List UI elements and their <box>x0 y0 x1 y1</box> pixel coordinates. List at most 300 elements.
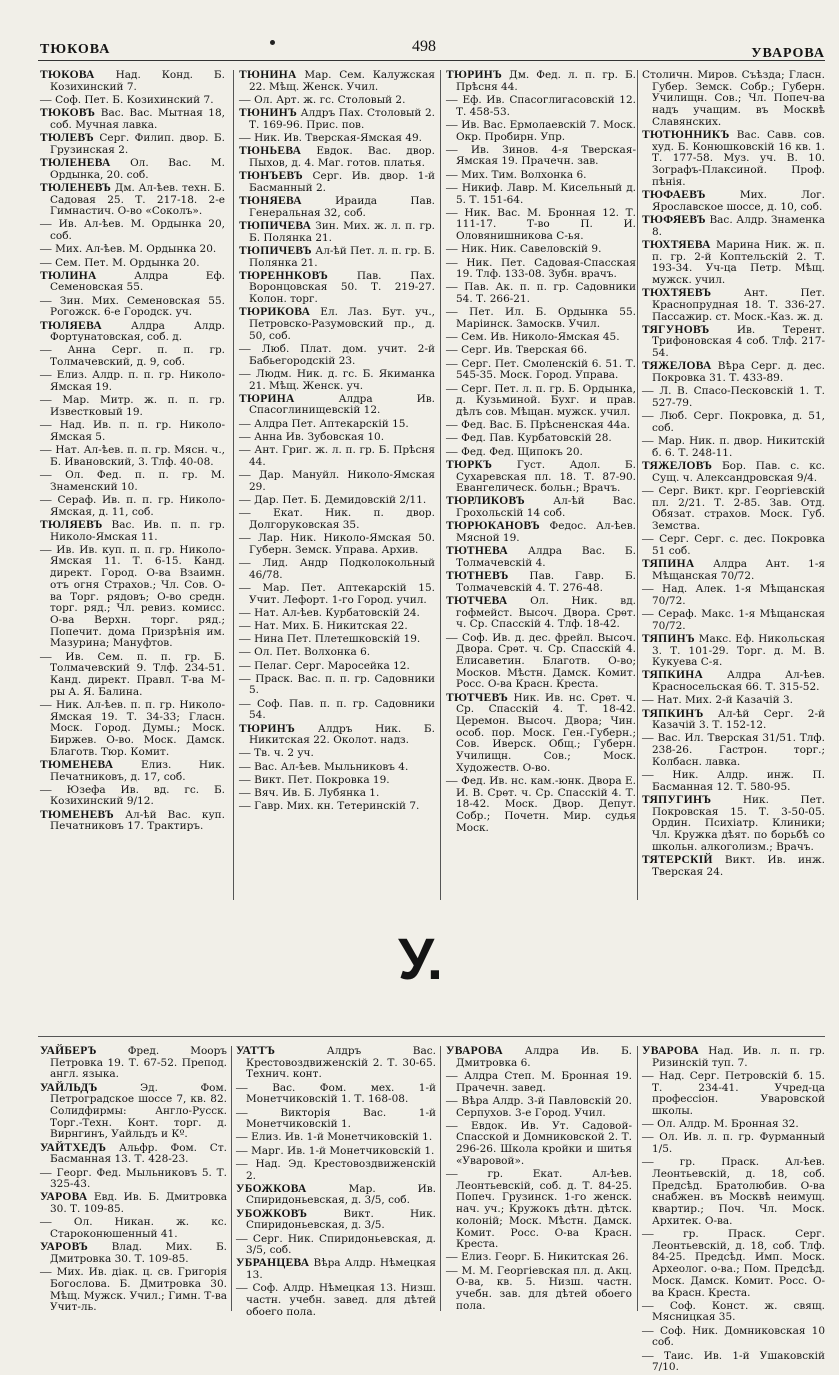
directory-entry <box>40 296 225 319</box>
directory-entry <box>642 361 825 384</box>
directory-entry <box>236 1234 436 1257</box>
directory-entry <box>642 584 825 607</box>
entry-surname: — <box>446 432 458 445</box>
directory-entry <box>236 1083 436 1106</box>
entry-details: Над. Конд. Б. Козихинский 7. <box>50 69 225 93</box>
entry-surname: — <box>239 556 251 569</box>
directory-entry <box>446 208 636 243</box>
entry-surname: — <box>642 1069 654 1082</box>
entry-details: Серг. Пет. Смоленскій 6. 51. Т. 545-35. Моск. Город. Управа. <box>456 357 636 382</box>
entry-details: Вяч. Ив. Б. Лубянка 1. <box>250 787 380 800</box>
entry-details: Никиф. Лавр. М. Кисельный д. 5. Т. 151-64. <box>456 181 636 206</box>
directory-entry <box>446 345 636 357</box>
directory-entry <box>642 709 825 732</box>
directory-entry <box>239 558 435 581</box>
entry-details: Ник. Ал-ѣев. п. п. гр. Николо-Ямская 19. Т. 34-33; Гласн. Моск. Город. Думы.; Моск. Биржев. О-во. Моск. Дамск. Благотв. Тюр. Комит. <box>50 698 225 758</box>
entry-surname: ТЮРИКОВА <box>239 306 311 319</box>
directory-entry <box>446 420 636 432</box>
entry-surname: — <box>40 344 52 357</box>
entry-details: Серг. Ник. Спиридоньевская, д. 3/5, соб. <box>246 1232 436 1257</box>
entry-surname: УАРОВА <box>40 1191 88 1204</box>
entry-surname: — <box>446 1094 458 1107</box>
entry-surname: — <box>40 493 52 506</box>
entry-details: Дм. Ал-ѣев. техн. Б. Садовая 25. Т. 217-18. 2-е Гимнастич. О-во «Соколъ». <box>50 181 225 218</box>
entry-surname: — <box>239 659 251 672</box>
entry-details: Бор. Пав. с. кс. Сущ. ч. Александровская 9/4. <box>652 460 825 484</box>
directory-entry <box>446 95 636 118</box>
entry-surname: — <box>642 410 654 423</box>
entry-surname: — <box>239 367 251 380</box>
entry-details: Мар. Пет. Аптекарскій 15. Учит. Лефорт. 1-го Город. учил. <box>249 581 435 606</box>
entry-details: Тв. ч. 2 уч. <box>250 747 314 760</box>
directory-entry <box>40 1143 227 1166</box>
entry-surname: — <box>236 1144 248 1157</box>
entry-details: Фред. Мооръ Петровка 19. Т. 67-52. Препод. англ. языка. <box>50 1045 227 1081</box>
entry-surname: ТЯЖЕЛОВЪ <box>642 460 713 472</box>
entry-details: Ник. Пет. Садовая-Спасская 19. Тлф. 133-08. Зубн. врачъ. <box>456 256 636 281</box>
entry-surname: ТЮНЯЕВА <box>239 195 302 208</box>
entry-surname: ТЮТЮННИКЪ <box>642 129 730 142</box>
directory-entry <box>642 240 825 287</box>
entry-surname: — <box>642 533 654 546</box>
entry-details: Алдра Ив. Б. Дмитровка 6. <box>456 1045 632 1069</box>
entry-surname: ТЮФЯЕВЪ <box>642 213 706 226</box>
entry-details: Нат. Мих. Б. Никитская 22. <box>250 619 408 632</box>
entry-details: Людм. Ник. д. гс. Б. Якиманка 21. Мѣщ. Женск. уч. <box>249 367 435 392</box>
entry-details: Люб. Серг. Покровка, д. 51, соб. <box>652 410 825 434</box>
directory-entry <box>642 1301 825 1324</box>
directory-entry <box>40 158 225 181</box>
entry-details: Вѣра Алдр. 3-й Павловскій 20. Серпухов. 3-е Город. Учил. <box>456 1094 632 1119</box>
entry-surname: — <box>236 1157 248 1170</box>
entry-details: Алдра Ант. 1-я Мѣщанская 70/72. <box>652 558 825 582</box>
entry-surname: — <box>239 760 251 773</box>
directory-entry <box>446 384 636 419</box>
directory-entry <box>239 133 435 145</box>
header-rule <box>38 60 825 61</box>
column-b2 <box>236 1046 436 1320</box>
section-letter: У. <box>398 927 443 992</box>
entry-details: Вѣра Алдр. Нѣмецкая 13. <box>246 1257 436 1282</box>
directory-entry <box>446 145 636 168</box>
entry-details: Викт. Пет. Покровка 19. <box>250 773 390 786</box>
entry-surname: — <box>40 469 52 481</box>
entry-details: Ив. Вас. Ермолаевскій 7. Моск. Окр. Пробирн. Упр. <box>456 118 636 143</box>
entry-details: Мар. Ив. Спиридоньевская, д. 3/5, соб. <box>246 1182 436 1207</box>
entry-details: Серг. Ив. двор. 1-й Басманный 2. <box>249 170 435 194</box>
entry-surname: — <box>642 694 654 707</box>
directory-entry <box>40 1217 227 1240</box>
entry-details: Мих. Лог. Ярославское шоссе, д. 10, соб. <box>652 189 825 213</box>
entry-details: Пав. Пах. Воронцовская 50. Т. 219-27. Колон. торг. <box>249 269 435 306</box>
entry-details: Ол. Алдр. М. Бронная 32. <box>653 1118 799 1131</box>
entry-surname: — <box>642 1349 654 1362</box>
entry-details: Соф. Пет. Б. Козихинский 7. <box>51 93 214 106</box>
entry-surname: — <box>239 532 251 545</box>
entry-details: Соф. Ник. Домниковская 10 соб. <box>652 1324 825 1349</box>
entry-details: Елиз. Ник. Печатниковъ, д. 17, соб. <box>50 758 225 783</box>
entry-surname: — <box>446 344 458 357</box>
entry-surname: — <box>446 93 458 106</box>
entry-details: Еф. Ив. Спасоглигасовскій 12. Т. 458-53. <box>456 93 636 118</box>
entry-surname: ТЯПУГИНЪ <box>642 793 712 806</box>
entry-surname: — <box>446 331 458 344</box>
entry-surname: — <box>642 1118 654 1131</box>
directory-entry <box>446 447 636 459</box>
entry-surname: — <box>40 218 52 231</box>
column-divider <box>440 70 441 900</box>
column-3 <box>446 70 636 836</box>
directory-entry <box>239 674 435 697</box>
entry-surname: ТЮПИЧЕВА <box>239 219 312 232</box>
entry-surname: — <box>239 672 251 685</box>
entry-details: Густ. Адол. Б. Сухаревская пл. 18. Т. 87-90. Евангелическ. больн.; Врачъ. <box>456 458 636 495</box>
entry-surname: — <box>239 697 251 710</box>
directory-entry <box>236 1146 436 1158</box>
entry-details: Алдра Ал-ѣев. Красносельская 66. Т. 315-52. <box>652 669 825 694</box>
entry-surname: — <box>40 783 52 796</box>
entry-surname: ТЯПКИНА <box>642 669 704 682</box>
entry-details: Георг. Фед. Мыльниковъ 5. Т. 325-43. <box>50 1166 227 1191</box>
entry-details: Фед. Пав. Курбатовскій 28. <box>457 432 612 445</box>
entry-surname: ТЮЛЯЕВА <box>40 319 102 332</box>
directory-entry <box>239 748 435 760</box>
entry-surname: — <box>239 444 251 457</box>
directory-entry <box>446 282 636 305</box>
entry-surname: — <box>642 484 654 497</box>
entry-surname: — <box>446 1264 458 1277</box>
directory-entry <box>642 288 825 323</box>
directory-entry <box>40 1192 227 1215</box>
entry-details: Ал-ѣй Серг. 2-й Казачій 3. Т. 152-12. <box>652 707 825 732</box>
directory-entry <box>446 307 636 330</box>
entry-surname: — <box>239 93 251 106</box>
entry-surname: ТЮХТЯЕВА <box>642 238 711 251</box>
entry-surname: — <box>446 168 458 181</box>
entry-surname: ТЮЛИНА <box>40 269 97 282</box>
running-head <box>40 38 825 61</box>
entry-surname: ТЯПИНА <box>642 558 695 571</box>
entry-details: Зин. Мих. Семеновская 55. Рогожск. 6-е Городск. уч. <box>50 294 225 319</box>
directory-entry <box>239 621 435 633</box>
entry-details: Серг. Викт. крг. Георгіевскій пл. 2/21. Т. 2-85. Зав. Отд. Обязат. страхов. Моск. Губ. Земства. <box>652 484 825 533</box>
entry-surname: — <box>239 507 251 520</box>
entry-details: Вас. Алдр. Знаменка 8. <box>652 213 825 238</box>
entry-surname: — <box>236 1282 248 1295</box>
entry-details: Ник. Ив. нс. Срѳт. ч. Ср. Спасскій 4. Т. 18-42. Церемон. Высоч. Двора; Чин. особ. пор. Моск. Ген.-Губерн.; Сов. Иверск. Общ.; Губерн. Училищн. Сов.; Моск. Художеств. О-во. <box>456 691 636 774</box>
entry-surname: — <box>40 543 52 556</box>
directory-entry <box>239 508 435 531</box>
entry-details: Серг. Серг. с. дес. Покровка 51 соб. <box>652 533 825 557</box>
entry-details: Вас. Ил. Тверская 31/51. Тлф. 238-26. Гастрон. торг.; Колбасн. лавка. <box>652 732 825 768</box>
entry-details: Алдръ Вас. Крестовоздвиженскій 2. Т. 30-65. Технич. конт. <box>246 1045 436 1081</box>
entry-details: Ив. Зинов. 4-я Тверская-Ямская 19. Прачечн. зав. <box>456 143 636 168</box>
directory-entry <box>446 693 636 775</box>
entry-surname: ТЮНЬЕВА <box>239 145 302 158</box>
entry-surname: — <box>446 1069 458 1082</box>
directory-entry <box>236 1159 436 1182</box>
entry-details: Дм. Фед. л. п. гр. Б. Прѣсня 44. <box>456 69 636 93</box>
directory-entry <box>446 244 636 256</box>
directory-entry <box>40 370 225 393</box>
directory-entry <box>40 321 225 344</box>
entry-details: Сераф. Макс. 1-я Мѣщанская 70/72. <box>652 607 825 632</box>
entry-surname: ТЮТНЕВА <box>446 545 508 558</box>
entry-details: Ант. Григ. ж. л. п. гр. Б. Прѣсня 44. <box>249 444 435 468</box>
entry-surname: — <box>236 1106 248 1119</box>
entry-details: Мих. Тим. Волхонка 6. <box>457 168 587 181</box>
entry-surname: ТЮРИНЪ <box>239 722 296 735</box>
entry-details: Вас. Фом. мех. 1-й Монетчиковскій 1. Т. 168-08. <box>246 1081 436 1106</box>
entry-surname: — <box>446 306 458 319</box>
entry-surname: ТЮТЧЕВА <box>446 595 508 608</box>
directory-entry <box>239 369 435 392</box>
entry-details: Ник. Вас. М. Бронная 12. Т. 111-17. Т-во П. И. Оловянишникова С-ья. <box>456 206 636 243</box>
entry-surname: — <box>239 342 251 355</box>
directory-entry <box>446 170 636 182</box>
directory-entry <box>446 332 636 344</box>
entry-surname: — <box>642 1228 654 1241</box>
entry-surname: — <box>446 419 458 432</box>
directory-entry <box>239 608 435 620</box>
entry-surname: — <box>40 1166 52 1179</box>
directory-entry <box>239 762 435 774</box>
entry-details: Гавр. Мих. кн. Тетеринскій 7. <box>250 800 420 813</box>
entry-surname: — <box>446 118 458 131</box>
entry-details: гр. Праск. Ал-ѣев. Леонтьевскій, д. 18, соб. Предсѣд. Братолюбив. О-ва снабжен. въ Москвѣ неимущ. квартир.; Поч. Чл. Моск. Архитек. О-ва. <box>652 1156 825 1227</box>
entry-surname: ТЮФАЕВЪ <box>642 189 706 202</box>
directory-entry <box>642 559 825 582</box>
directory-entry <box>40 495 225 518</box>
directory-entry <box>642 609 825 632</box>
directory-entry <box>642 70 825 129</box>
entry-surname: — <box>446 445 458 458</box>
directory-entry <box>239 271 435 306</box>
entry-details: Нат. Ал-ѣев. Курбатовскій 24. <box>250 606 420 619</box>
entry-surname: — <box>642 1156 654 1169</box>
entry-details: Мар. Ник. п. двор. Никитскій б. 6. Т. 248-11. <box>652 435 825 459</box>
entry-details: Ал-ѣй Вас. Грохольскій 14 соб. <box>456 495 636 520</box>
entry-details: Ив. Ив. куп. п. п. гр. Николо-Ямская 11. Т. 6-15. Канд. директ. Город. О-ва Взаимн. отъ огня Страхов.; Чл. Сов. О-ва Торг. рядовъ; О-во средн. торг. ряд.; Чл. ревиз. комисс. О-ва Верхн. торг. ряд.; Попечит. дома Призрѣнія им. Мазурина; Мануфтов. <box>50 543 225 650</box>
entry-details: Федос. Ал-ѣев. Мясной 19. <box>456 520 636 545</box>
directory-entry <box>446 521 636 544</box>
directory-entry <box>239 70 435 93</box>
entry-details: Нат. Мих. 2-й Казачій 3. <box>653 694 793 707</box>
entry-surname: — <box>40 419 52 432</box>
directory-entry <box>40 420 225 443</box>
directory-entry <box>239 583 435 606</box>
directory-entry <box>642 1119 825 1131</box>
directory-entry <box>446 1169 632 1251</box>
entry-details: Ник. Алдр. инж. П. Басманная 12. Т. 580-95. <box>652 769 825 793</box>
entry-details: Евдок. Вас. двор. Пыхов, д. 4. Маг. готов. платья. <box>249 145 435 169</box>
directory-entry <box>642 795 825 854</box>
entry-surname: ТЮЛЕНЕВА <box>40 156 111 169</box>
directory-entry <box>239 788 435 800</box>
directory-entry <box>40 1267 227 1314</box>
entry-surname: ТЮРКЪ <box>446 458 493 471</box>
entry-details: Алдра Пет. Аптекарскій 15. <box>250 417 409 430</box>
entry-surname: УАРОВЪ <box>40 1241 89 1254</box>
directory-entry <box>236 1258 436 1281</box>
directory-entry <box>239 221 435 244</box>
directory-entry <box>446 433 636 445</box>
entry-surname: — <box>40 1216 52 1229</box>
entry-surname: — <box>239 646 251 659</box>
entry-surname: — <box>446 181 458 194</box>
entry-details: Соф. Пав. п. п. гр. Садовники 54. <box>249 697 435 722</box>
directory-entry <box>239 470 435 493</box>
entry-details: Алдра Еф. Семеновская 55. <box>50 269 225 294</box>
entry-surname: — <box>446 281 458 294</box>
directory-entry <box>236 1283 436 1318</box>
entry-details: Лар. Ник. Николо-Ямская 50. Губерн. Земск. Управа. Архив. <box>249 532 435 556</box>
directory-entry <box>40 395 225 418</box>
directory-entry <box>236 1132 436 1144</box>
directory-entry <box>40 1168 227 1191</box>
column-divider <box>440 1046 441 1311</box>
directory-entry <box>446 596 636 631</box>
directory-entry <box>642 1046 825 1069</box>
entry-details: Лид. Андр Подколокольный 46/78. <box>249 556 435 581</box>
entry-surname: ТЮРЕННКОВЪ <box>239 269 329 282</box>
directory-entry <box>642 386 825 409</box>
entry-surname: — <box>642 385 654 398</box>
directory-entry <box>236 1209 436 1232</box>
entry-details: Альфр. Фом. Ст. Басманная 13. Т. 428-23. <box>50 1141 227 1166</box>
directory-entry <box>40 258 225 270</box>
entry-surname: — <box>239 773 251 786</box>
column-4 <box>642 70 825 880</box>
entry-surname: — <box>239 747 251 760</box>
entry-surname: ТЮЛЕНЕВЪ <box>40 181 112 194</box>
directory-entry <box>642 634 825 669</box>
entry-details: Соф. Конст. ж. свящ. Мясницкая 35. <box>652 1299 825 1324</box>
entry-details: Марг. Ив. 1-й Монетчиковскій 1. <box>247 1144 435 1157</box>
entry-surname: ТЮЛЕВЪ <box>40 132 94 145</box>
column-divider <box>637 1046 638 1311</box>
entry-details: Серг. Ив. Тверская 66. <box>457 344 588 357</box>
entry-details: Вас. Савв. сов. худ. Б. Конюшковскій 16 кв. 1. Т. 177-58. Муз. уч. В. 10. Зографъ-Плаксиной. Проф. пѣнія. <box>652 129 825 188</box>
directory-entry <box>642 695 825 707</box>
entry-surname: — <box>40 698 52 711</box>
directory-entry <box>239 432 435 444</box>
entry-surname: — <box>40 294 52 307</box>
column-b3 <box>446 1046 632 1314</box>
entry-details: Влад. Мих. Б. Дмитровка 30. Т. 109-85. <box>50 1241 227 1265</box>
entry-details: Мар. Митр. ж. п. п. гр. Известковый 19. <box>50 394 225 418</box>
entry-surname: — <box>642 607 654 620</box>
entry-details: Фед. Фед. Щипокъ 20. <box>457 445 583 458</box>
entry-surname: ТЮРЛИКОВЪ <box>446 495 525 508</box>
entry-details: Сем. Пет. М. Ордынка 20. <box>51 256 200 269</box>
directory-entry <box>642 1229 825 1299</box>
entry-surname: — <box>40 93 52 106</box>
entry-details: Анна Ив. Зубовская 10. <box>250 430 385 443</box>
directory-entry <box>642 855 825 878</box>
entry-surname: — <box>40 256 52 269</box>
header-dot <box>270 40 275 45</box>
entry-details: Викторія Вас. 1-й Монетчиковскій 1. <box>246 1106 436 1131</box>
entry-details: Ол. Вас. М. Ордынка, 20. соб. <box>50 156 225 181</box>
entry-surname: ТЮЛЯЕВЪ <box>40 518 103 531</box>
directory-entry <box>239 307 435 342</box>
entry-surname: — <box>239 633 251 646</box>
entry-details: Ал-ѣй Пет. л. п. гр. Б. Полянка 21. <box>249 244 435 269</box>
entry-surname: — <box>642 732 654 745</box>
entry-surname: — <box>446 631 458 644</box>
directory-entry <box>642 325 825 360</box>
directory-entry <box>40 470 225 493</box>
directory-entry <box>446 70 636 93</box>
entry-surname: — <box>446 382 458 395</box>
entry-surname: — <box>446 1119 458 1132</box>
entry-surname: — <box>446 775 458 788</box>
entry-details: Ол. Ив. л. п. гр. Фурманный 1/5. <box>652 1131 825 1156</box>
entry-details: Дар. Пет. Б. Демидовскій 2/11. <box>250 493 427 506</box>
directory-entry <box>642 733 825 768</box>
entry-surname: — <box>239 132 251 145</box>
directory-entry <box>642 1157 825 1227</box>
section-rule <box>38 1036 825 1037</box>
directory-entry <box>446 460 636 495</box>
entry-details: Дар. Мануйл. Николо-Ямская 29. <box>249 469 435 493</box>
entry-surname: ТЯПИНЪ <box>642 632 695 645</box>
directory-entry <box>642 215 825 238</box>
column-divider <box>233 70 234 900</box>
entry-surname: — <box>239 469 251 481</box>
entry-details: Вас. Ал-ѣев. Мыльниковъ 4. <box>250 760 409 773</box>
directory-entry <box>446 120 636 143</box>
directory-entry <box>239 146 435 169</box>
entry-surname: — <box>236 1081 248 1094</box>
directory-entry <box>239 775 435 787</box>
entry-surname: — <box>642 435 654 448</box>
entry-details: Алдра Ив. Спасоглинищевскій 12. <box>249 392 435 417</box>
directory-entry <box>239 246 435 269</box>
entry-details: Сем. Ив. Николо-Ямская 45. <box>457 331 620 344</box>
directory-entry <box>239 108 435 131</box>
entry-surname: — <box>239 493 251 506</box>
header-left-word: ТЮКОВА <box>40 42 111 57</box>
page-number: 498 <box>412 38 436 55</box>
entry-details: Над. Ив. л. п. гр. Ризинскій туп. 7. <box>652 1045 825 1069</box>
column-b1 <box>40 1046 227 1315</box>
directory-entry <box>642 1326 825 1349</box>
entry-details: Ал-ѣй Вас. куп. Печатниковъ 17. Трактиръ. <box>50 808 225 833</box>
directory-entry <box>446 1096 632 1119</box>
directory-entry <box>642 461 825 484</box>
entry-details: Викт. Ник. Спиридоньевская, д. 3/5. <box>246 1207 436 1232</box>
directory-entry <box>236 1184 436 1207</box>
entry-surname: — <box>642 1299 654 1312</box>
entry-details: Ив. Ал-ѣев. М. Ордынка 20, соб. <box>50 218 225 243</box>
entry-details: Викт. Ив. инж. Тверская 24. <box>652 854 825 878</box>
entry-surname: ТЮНИНЪ <box>239 107 298 120</box>
entry-surname: ТЮКОВЪ <box>40 107 96 120</box>
entry-details: Юзефа Ив. вд. гс. Б. Козихинский 9/12. <box>50 783 225 808</box>
entry-surname: ТЮРИНА <box>239 392 295 405</box>
entry-surname: ТЯЖЕЛОВА <box>642 360 712 373</box>
directory-entry <box>40 133 225 156</box>
entry-details: Столичн. Миров. Съѣзда; Гласн. Губер. Земск. Собр.; Губерн. Училищн. Сов.; Чл. Попеч-ва надъ учащим. въ Москвѣ Славянских. <box>642 69 825 128</box>
entry-surname: ТЮНИНА <box>239 69 297 81</box>
entry-surname: ТЮМЕНЕВА <box>40 758 114 771</box>
directory-entry <box>642 436 825 459</box>
directory-entry <box>642 1351 825 1374</box>
directory-entry <box>446 1071 632 1094</box>
entry-surname: ТЯПКИНЪ <box>642 707 704 720</box>
